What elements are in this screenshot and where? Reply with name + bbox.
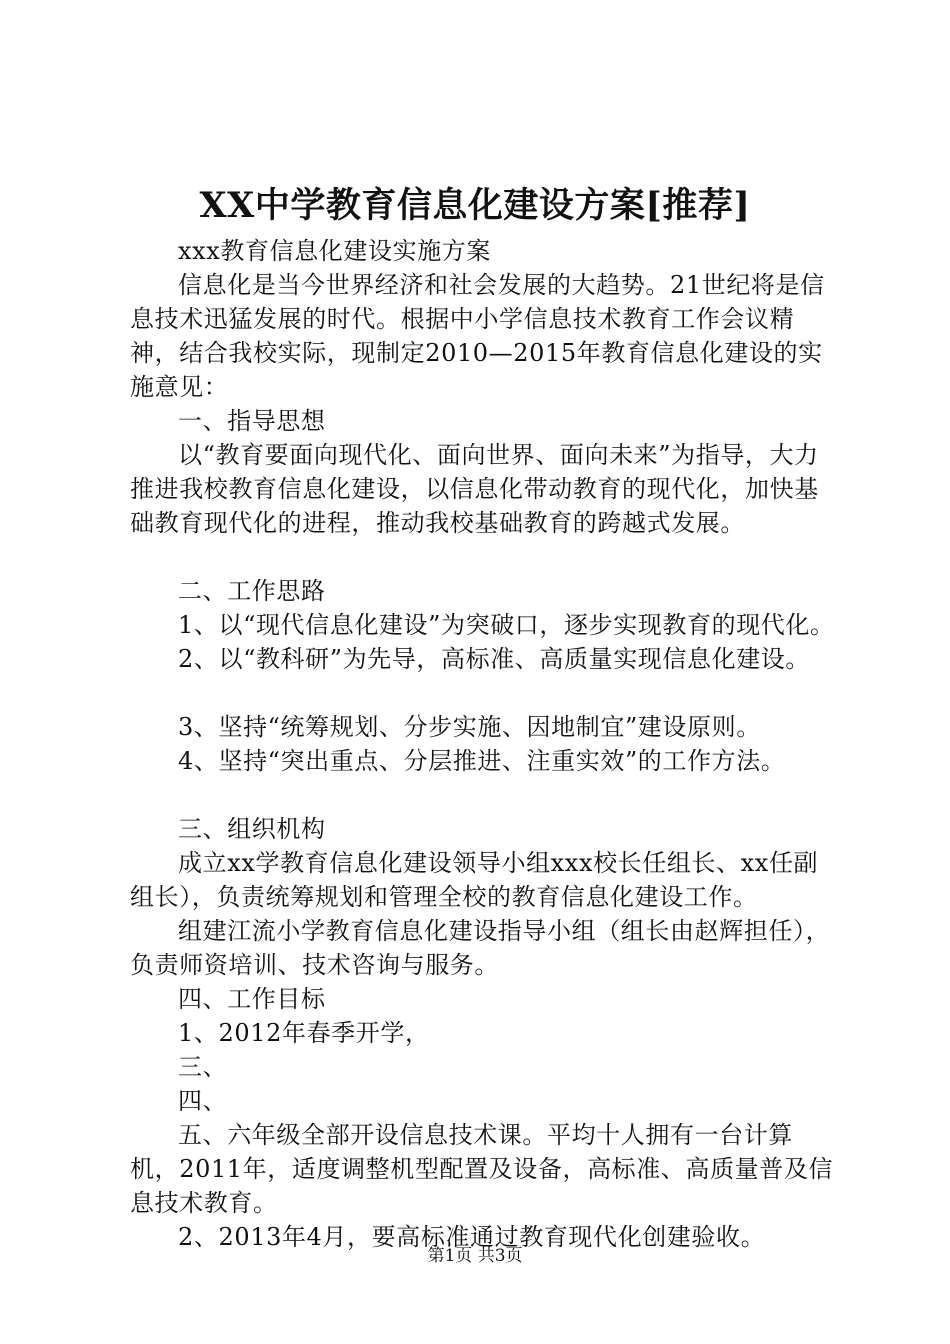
document-body — [130, 234, 840, 1254]
work-goal-item-2: 2、2013年4月，要高标准通过教育现代化创建验收。 — [178, 1223, 766, 1251]
work-approach-item-4: 4、坚持“突出重点、分层推进、注重实效”的工作方法。 — [178, 747, 786, 775]
document-title: XX中学教育信息化建设方案[推荐] — [199, 185, 751, 226]
work-goal-item-1: 1、2012年春季开学， — [178, 1019, 430, 1047]
paragraph-leadership-group: 成立xx学教育信息化建设领导小组xxx校长任组长、xx任副组长），负责统筹规划和管理全校的教育信息化建设工作。 — [130, 849, 819, 911]
paragraph-subtitle: xxx教育信息化建设实施方案 — [178, 237, 492, 265]
paragraph-guiding-ideology: 以“教育要面向现代化、面向世界、面向未来”为指导，大力推进我校教育信息化建设，以信息化带动教育的现代化，加快基础教育现代化的进程，推动我校基础教育的跨越式发展。 — [130, 441, 819, 537]
section-heading-work-approach: 二、工作思路 — [178, 577, 326, 605]
work-goal-fragment-3: 三、 — [178, 1053, 228, 1081]
paragraph-guidance-group: 组建江流小学教育信息化建设指导小组（组长由赵辉担任），负责师资培训、技术咨询与服务。 — [130, 917, 831, 979]
work-approach-item-1: 1、以“现代信息化建设”为突破口，逐步实现教育的现代化。 — [178, 611, 835, 639]
paragraph-introduction: 信息化是当今世界经济和社会发展的大趋势。21世纪将是信息技术迅猛发展的时代。根据中小学信息技术教育工作会议精神，结合我校实际，现制定2010—2015年教育信息化建设的实施意见： — [130, 271, 825, 401]
section-heading-work-goals: 四、工作目标 — [178, 985, 326, 1013]
work-approach-item-3: 3、坚持“统筹规划、分步实施、因地制宜”建设原则。 — [178, 713, 761, 741]
page-number-footer: 第1页 共3页 — [427, 1246, 523, 1266]
section-heading-guiding-ideology: 一、指导思想 — [178, 407, 326, 435]
work-approach-item-2: 2、以“教科研”为先导，高标准、高质量实现信息化建设。 — [178, 645, 811, 673]
work-goal-fragment-4: 四、 — [178, 1087, 228, 1115]
section-heading-organization: 三、组织机构 — [178, 815, 326, 843]
work-goal-item-detail: 五、六年级全部开设信息技术课。平均十人拥有一台计算机，2011年，适度调整机型配置及设备，高标准、高质量普及信息技术教育。 — [130, 1121, 834, 1217]
